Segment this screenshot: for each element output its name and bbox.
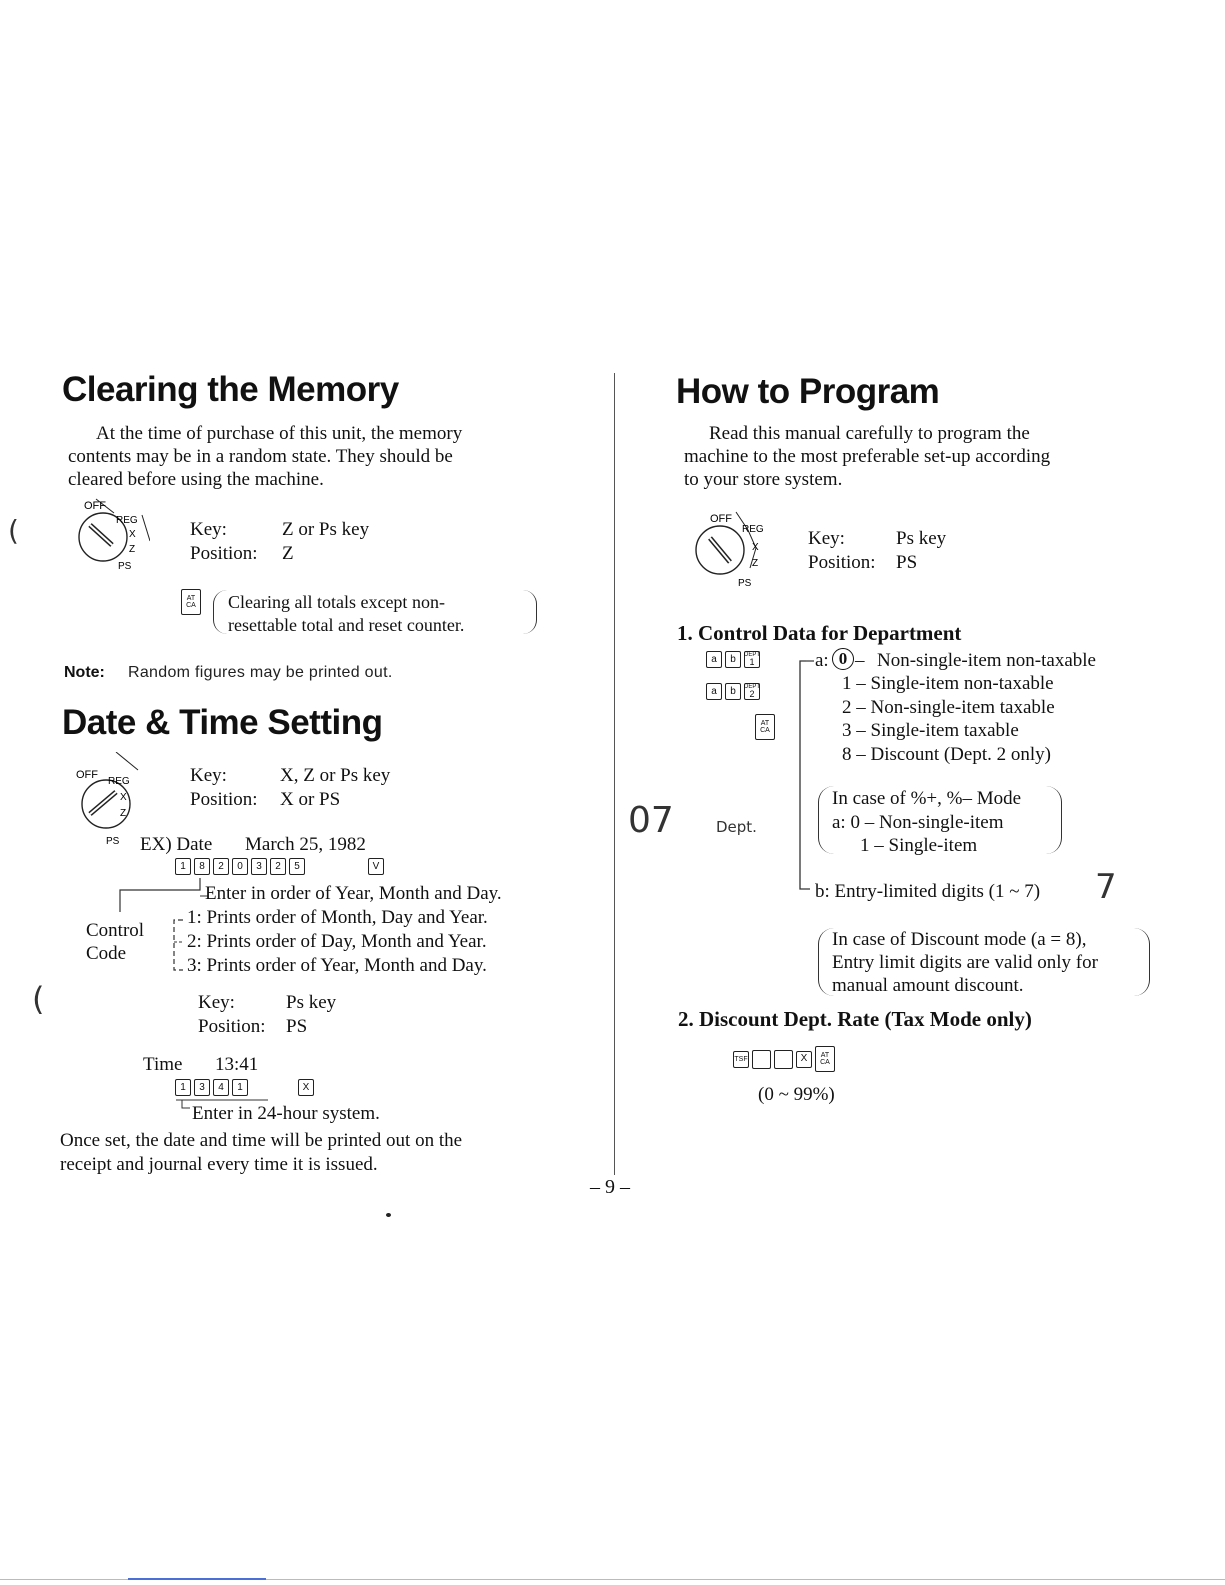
stray-mark-2: ( [32, 980, 45, 1018]
key-digit: 3 [251, 858, 267, 875]
closing-line-1: Once set, the date and time will be printed out on the [60, 1130, 463, 1151]
dt-key-label: Key: [190, 765, 227, 786]
discount-mode-line-2: Entry limit digits are valid only for [832, 952, 1098, 973]
a-item-dash: – [855, 650, 865, 671]
ca-label: CA [186, 602, 196, 609]
program-key-label: Key: [808, 528, 845, 549]
switch-x-label-2: X [120, 792, 127, 803]
handwritten-seven: 7 [1095, 867, 1117, 907]
dept1-key-icon [744, 651, 760, 668]
a-item-3: 3 – Single-item taxable [842, 720, 1019, 741]
switch-reg-label: REG [116, 515, 138, 526]
key-digit: 1 [232, 1079, 248, 1096]
example-date-value: March 25, 1982 [245, 834, 366, 855]
program-position-label: Position: [808, 552, 876, 573]
a-item-1: 1 – Single-item non-taxable [842, 673, 1054, 694]
handwritten-dept: Dept. [716, 818, 757, 836]
clearing-para-line-2: contents may be in a random state. They should be [68, 446, 453, 467]
clearing-note-line-2: resettable total and reset counter. [228, 615, 465, 635]
enter-order-text: Enter in order of Year, Month and Day. [205, 883, 502, 904]
key-a: a [706, 683, 722, 700]
key-b: b [725, 683, 741, 700]
at-label: AT [186, 595, 196, 602]
ca-label: CA [820, 1059, 830, 1066]
clearing-key-label: Key: [190, 519, 227, 540]
program-para-line-3: to your store system. [684, 469, 843, 490]
dept2-key-icon [744, 683, 760, 700]
program-para-line-1: Read this manual carefully to program the [709, 423, 1030, 444]
control-code-3: 3: Prints order of Year, Month and Day. [187, 955, 487, 976]
switch-reg-label-3: REG [742, 524, 764, 535]
code-label: Code [86, 943, 127, 964]
discount-mode-line-3: manual amount discount. [832, 975, 1024, 996]
pct-mode-line-3: 1 – Single-item [860, 835, 978, 856]
key-b: b [725, 651, 741, 668]
a-item-2: 2 – Non-single-item taxable [842, 697, 1055, 718]
time-enter-key: X [298, 1079, 314, 1096]
pct-mode-line-2: a: 0 – Non-single-item [832, 812, 1004, 833]
clearing-key-value: Z or Ps key [282, 519, 370, 540]
clearing-note-line-1: Clearing all totals except non- [228, 592, 445, 612]
mode-switch-ps-icon [676, 508, 796, 598]
key-digit: 1 [175, 858, 191, 875]
program-para-line-2: machine to the most preferable set-up according [684, 446, 1051, 467]
a-prefix: a: [815, 650, 829, 671]
dept2-number: 2 [749, 689, 755, 699]
b-line: b: Entry-limited digits (1 ~ 7) [815, 881, 1041, 902]
at-ca-key-icon [181, 589, 201, 615]
a-item-0: Non-single-item non-taxable [877, 650, 1096, 671]
dept2-key-sequence [706, 683, 760, 700]
switch-ps-label-2: PS [106, 836, 120, 847]
switch-reg-label-2: REG [108, 776, 130, 787]
closing-line-2: receipt and journal every time it is issued. [60, 1154, 378, 1175]
note-text: Random figures may be printed out. [128, 664, 393, 681]
switch-off-label-3: OFF [710, 513, 732, 525]
switch-z-label-3: Z [752, 558, 759, 569]
mode-switch-z-icon [60, 495, 150, 585]
discount-rate-key-sequence [733, 1046, 835, 1072]
time-key-sequence [175, 1079, 248, 1096]
section-2-title: 2. Discount Dept. Rate (Tax Mode only) [678, 1007, 1032, 1031]
dt-key2-value: Ps key [286, 992, 337, 1013]
key-digit: 2 [213, 858, 229, 875]
program-position-value: PS [896, 552, 918, 573]
control-code-2: 2: Prints order of Day, Month and Year. [187, 931, 487, 952]
key-digit: 0 [232, 858, 248, 875]
discount-range: (0 ~ 99%) [758, 1084, 835, 1105]
switch-x-label: X [129, 529, 136, 540]
tsf-key: TSF [733, 1051, 749, 1068]
dt-position-label: Position: [190, 789, 258, 810]
key-digit: 1 [175, 1079, 191, 1096]
clearing-memory-title: Clearing the Memory [62, 370, 399, 409]
page-number: – 9 – [590, 1176, 630, 1198]
dt-key2-label: Key: [198, 992, 235, 1013]
dept1-number: 1 [749, 657, 755, 667]
stray-mark: ( [8, 514, 19, 547]
handwritten-07: 07 [628, 800, 674, 841]
key-digit: 3 [194, 1079, 210, 1096]
at-ca-key-icon-2 [755, 714, 775, 740]
control-label: Control [86, 920, 145, 941]
dt-position-value: X or PS [280, 789, 341, 810]
switch-z-label: Z [129, 544, 136, 555]
at-ca-key-icon-3 [815, 1046, 835, 1072]
dt-position2-label: Position: [198, 1016, 266, 1037]
how-to-program-title: How to Program [676, 372, 940, 411]
clearing-para-line-1: At the time of purchase of this unit, the memory [96, 423, 463, 444]
key-digit: 8 [194, 858, 210, 875]
note-label: Note: [64, 664, 105, 681]
page-divider [614, 373, 615, 1175]
dt-key-value: X, Z or Ps key [280, 765, 391, 786]
date-time-title: Date & Time Setting [62, 703, 383, 742]
at-label: AT [760, 720, 770, 727]
dust-dot [386, 1213, 391, 1217]
key-digit: 5 [289, 858, 305, 875]
key-digit: 2 [270, 858, 286, 875]
at-label: AT [820, 1052, 830, 1059]
date-enter-key: V [368, 858, 384, 875]
dept1-key-sequence [706, 651, 760, 668]
a-circled-zero: 0 [832, 648, 854, 670]
clearing-para-line-3: cleared before using the machine. [68, 469, 324, 490]
blank-digit-key [774, 1050, 793, 1069]
switch-off-label: OFF [84, 500, 106, 512]
ca-label: CA [760, 727, 770, 734]
dept-label: DEPT [744, 684, 761, 690]
time-label: Time [143, 1054, 183, 1075]
example-date-label: EX) Date [140, 834, 213, 855]
clearing-position-value: Z [282, 543, 294, 564]
a-item-4: 8 – Discount (Dept. 2 only) [842, 744, 1051, 765]
multiply-key: X [796, 1051, 812, 1068]
dept-label: DEPT [744, 652, 761, 658]
switch-ps-label-3: PS [738, 578, 752, 589]
switch-x-label-3: X [752, 542, 759, 553]
time-note: Enter in 24-hour system. [192, 1103, 380, 1124]
key-a: a [706, 651, 722, 668]
pct-mode-line-1: In case of %+, %– Mode [832, 788, 1022, 809]
switch-off-label-2: OFF [76, 769, 98, 781]
bottom-rule-accent [128, 1578, 266, 1580]
control-tree-lines [790, 655, 850, 895]
clearing-position-label: Position: [190, 543, 258, 564]
section-1-title: 1. Control Data for Department [677, 621, 962, 645]
key-digit: 4 [213, 1079, 229, 1096]
program-key-value: Ps key [896, 528, 947, 549]
control-code-1: 1: Prints order of Month, Day and Year. [187, 907, 488, 928]
switch-z-label-2: Z [120, 808, 127, 819]
blank-digit-key [752, 1050, 771, 1069]
time-value: 13:41 [215, 1054, 259, 1075]
discount-mode-line-1: In case of Discount mode (a = 8), [832, 929, 1087, 950]
switch-ps-label: PS [118, 561, 132, 572]
dt-position2-value: PS [286, 1016, 308, 1037]
